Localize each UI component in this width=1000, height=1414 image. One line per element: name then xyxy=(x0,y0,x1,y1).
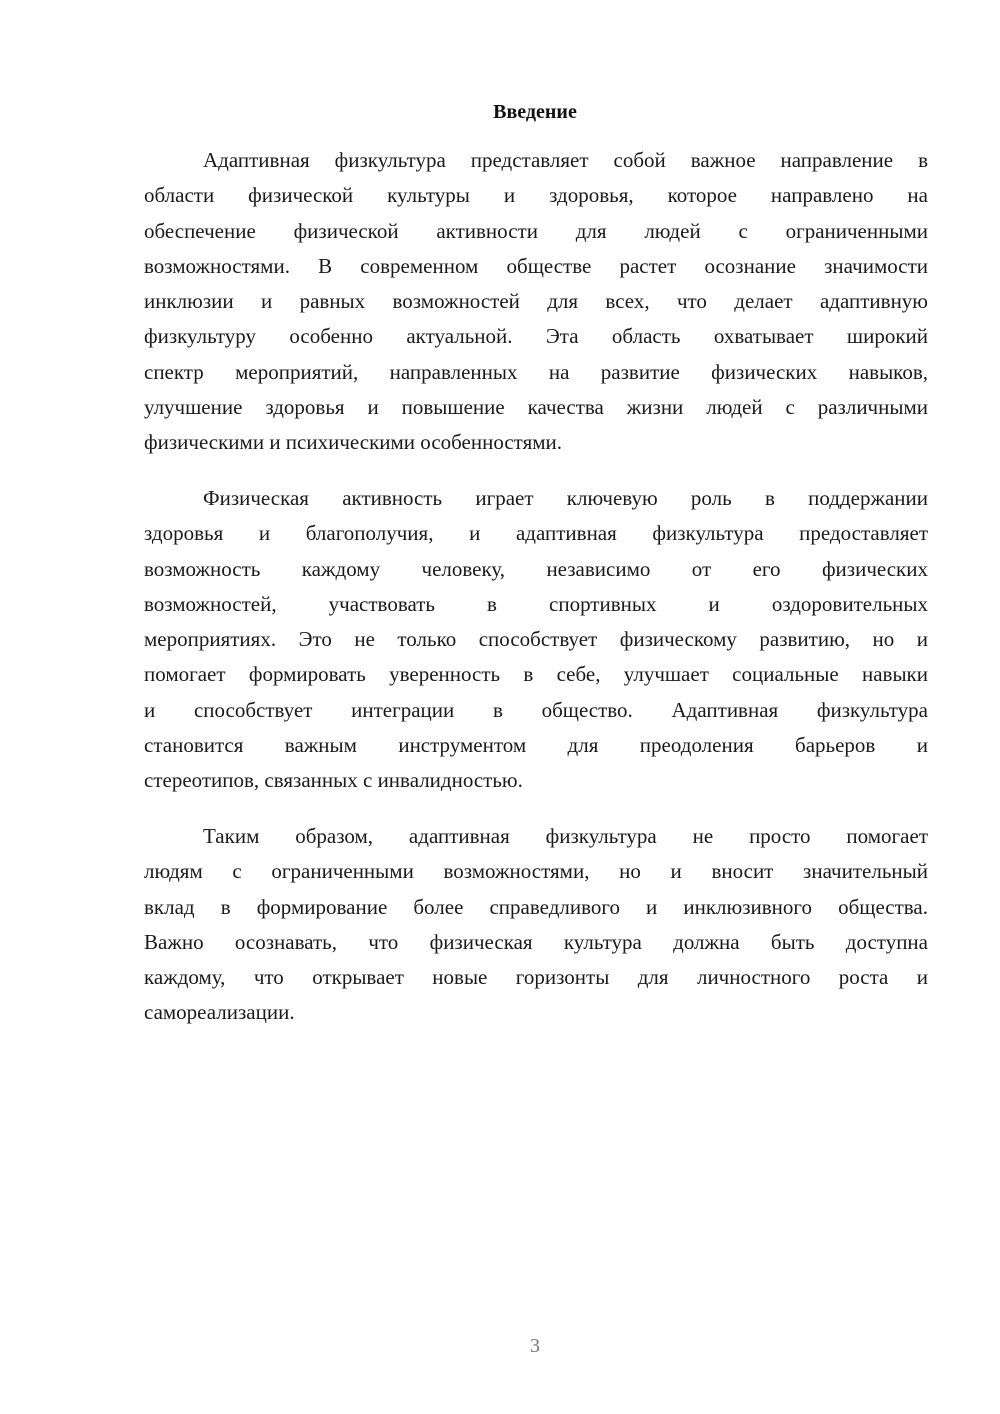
paragraph-line: улучшение здоровья и повышение качества жизни людей с различными xyxy=(144,395,928,420)
paragraph-line: и способствует интеграции в общество. Адаптивная физкультура xyxy=(144,697,928,722)
paragraph-line: возможностей, участвовать в спортивных и оздоровительных xyxy=(144,591,928,616)
paragraph-line: инклюзии и равных возможностей для всех, что делает адаптивную xyxy=(144,289,928,314)
page-title: Введение xyxy=(493,101,577,123)
paragraph-line: становится важным инструментом для преодоления барьеров и xyxy=(144,733,928,758)
paragraph-line: Важно осознавать, что физическая культура должна быть доступна xyxy=(144,929,928,954)
paragraph-line: обеспечение физической активности для людей с ограниченными xyxy=(144,218,928,243)
paragraph-line: возможность каждому человеку, независимо от его физических xyxy=(144,556,928,581)
page-number: 3 xyxy=(530,1335,540,1357)
paragraph-line: физкультуру особенно актуальной. Эта область охватывает широкий xyxy=(144,324,928,349)
paragraph-line: Таким образом, адаптивная физкультура не просто помогает xyxy=(203,824,928,848)
paragraph-3 xyxy=(144,819,928,1031)
paragraph-line: здоровья и благополучия, и адаптивная физкультура предоставляет xyxy=(144,521,928,546)
paragraph-2 xyxy=(144,481,928,799)
paragraph-line: физическими и психическими особенностями. xyxy=(144,430,563,455)
paragraph-line: вклад в формирование более справедливого и инклюзивного общества. xyxy=(144,894,928,919)
paragraph-line: области физической культуры и здоровья, которое направлено на xyxy=(144,183,928,208)
paragraph-line: стереотипов, связанных с инвалидностью. xyxy=(144,768,523,793)
paragraph-line: спектр мероприятий, направленных на развитие физических навыков, xyxy=(144,359,928,384)
paragraph-line: возможностями. В современном обществе растет осознание значимости xyxy=(144,253,928,278)
paragraph-line: Адаптивная физкультура представляет собой важное направление в xyxy=(203,148,928,172)
paragraph-line: мероприятиях. Это не только способствует физическому развитию, но и xyxy=(144,627,928,652)
paragraph-line: людям с ограниченными возможностями, но и вносит значительный xyxy=(144,859,928,884)
paragraph-line: каждому, что открывает новые горизонты для личностного роста и xyxy=(144,965,928,990)
paragraph-1 xyxy=(144,143,928,461)
paragraph-line: Физическая активность играет ключевую роль в поддержании xyxy=(203,486,928,510)
paragraph-line: помогает формировать уверенность в себе, улучшает социальные навыки xyxy=(144,662,928,687)
paragraph-line: самореализации. xyxy=(144,1000,295,1025)
